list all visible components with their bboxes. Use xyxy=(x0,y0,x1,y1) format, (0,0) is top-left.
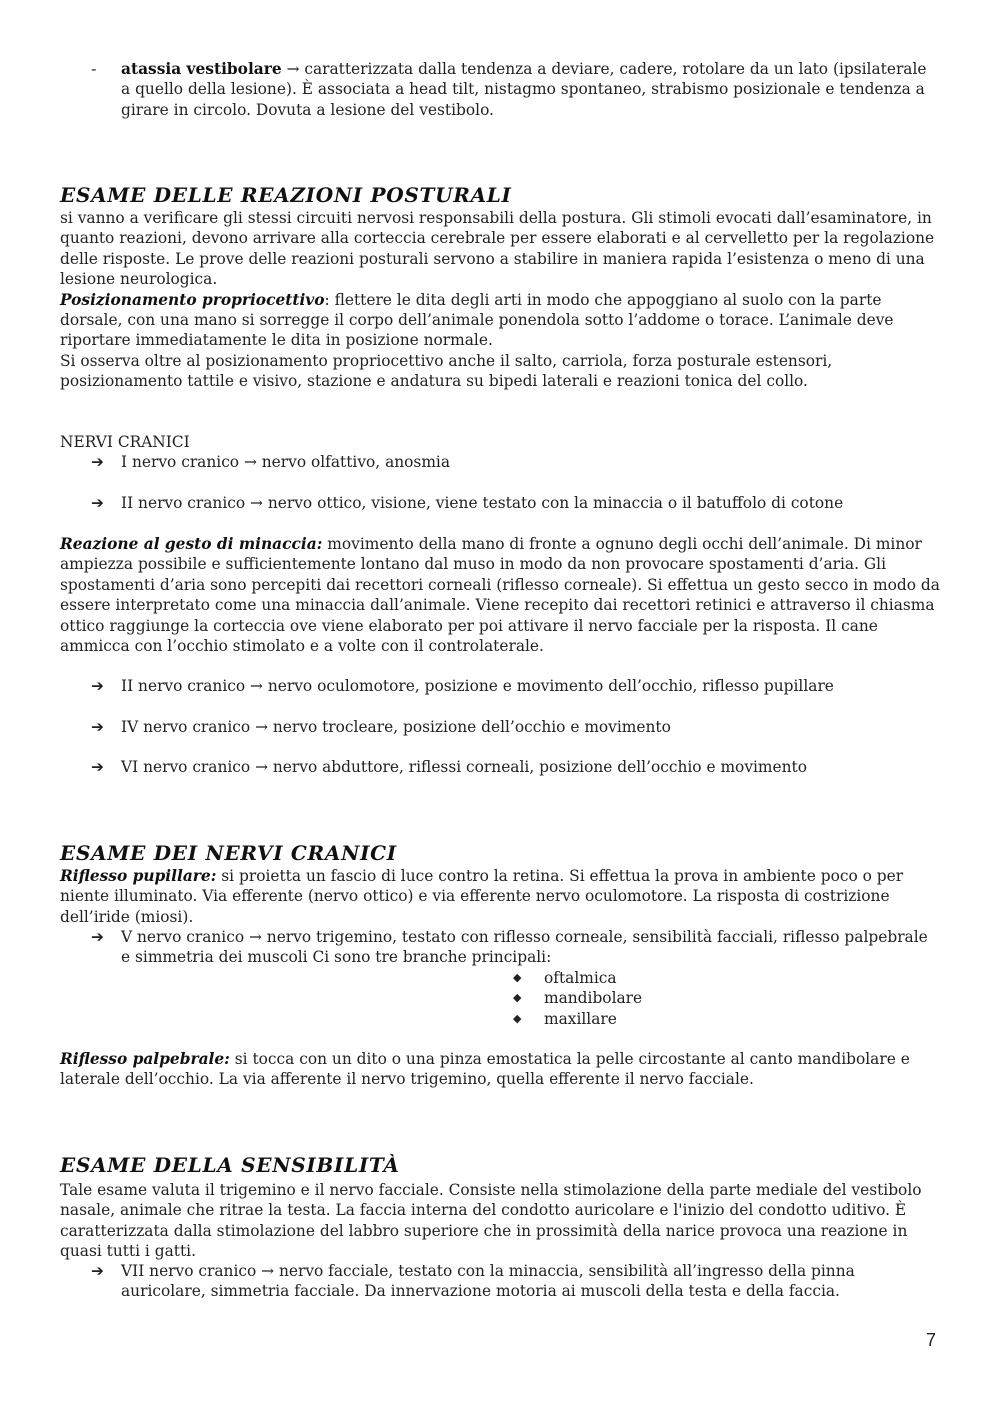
term-riflesso-palpebrale: Riflesso palpebrale: xyxy=(60,1050,230,1068)
heading-nervi-cranici: ESAME DEI NERVI CRANICI xyxy=(60,841,397,865)
paragraph-riflesso-pupillare: Riflesso pupillare: si proietta un fascio di luce contro la retina. Si effettua la prova in ambiente poco o per niente illuminato. Via efferente (nervo ottico) e via efferente nervo oculomotore. La risposta di costrizione dell’iride (miosi). xyxy=(60,867,904,926)
heading-sensibilita: ESAME DELLA SENSIBILITÀ xyxy=(60,1153,400,1177)
term-atassia-vestibolare: atassia vestibolare xyxy=(121,60,282,78)
page-number: 7 xyxy=(926,1330,937,1350)
paragraph-sensibilita: Tale esame valuta il trigemino e il nervo facciale. Consiste nella stimolazione della parte mediale del vestibolo nasale, animale che ritrae la testa. La faccia interna del condotto auricolare e l'inizio del condotto uditivo. È caratterizzata dalla stimolazione del labbro superiore che in prossimità della narice provoca una reazione in quasi tutti i gatti. xyxy=(60,1181,922,1261)
list-item-text: atassia vestibolare → caratterizzata dalla tendenza a deviare, cadere, rotolare da un lato (ipsilaterale a quello della lesione). È associata a head tilt, nistagmo spontaneo, strabismo posizionale e tendenza a girare in circolo. Dovuta a lesione del vestibolo. xyxy=(121,60,927,119)
term-reazione-minaccia: Reazione al gesto di minaccia: xyxy=(60,535,323,553)
arrow-bullet-icon: ➔ xyxy=(91,677,104,695)
diamond-bullet-icon: ◆ xyxy=(513,991,522,1004)
paragraph-riflesso-palpebrale: Riflesso palpebrale: si tocca con un dito o una pinza emostatica la pelle circostante al canto mandibolare e laterale dell’occhio. La via afferente il nervo trigemino, quella efferente il nervo facciale. xyxy=(60,1050,910,1089)
arrow-bullet-icon: ➔ xyxy=(91,718,104,736)
heading-reazioni-posturali: ESAME DELLE REAZIONI POSTURALI xyxy=(60,183,512,207)
term-posizionamento-propriocettivo: Posizionamento propriocettivo xyxy=(60,290,325,309)
diamond-bullet-icon: ◆ xyxy=(513,1012,522,1025)
paragraph-postural-intro: si vanno a verificare gli stessi circuiti nervosi responsabili della postura. Gli stimoli evocati dall’esaminatore, in quanto reazioni, devono arrivare alla corteccia cerebrale per essere elaborati e al cervelletto per la regolazione delle risposte. Le prove delle reazioni posturali servono a stabilire in maniera rapida l’esistenza o meno di una lesione neurologica. Posizionamento propriocettivo: flettere le dita degli arti in modo che appoggiano al suolo con la parte dorsale, con una mano si sorregge il corpo dell’animale ponendola sotto l’addome o torace. L’animale deve riportare immediatamente le dita in posizione normale. Si osserva oltre al posizionamento propriocettivo anche il salto, carriola, forza posturale estensori, posizionamento tattile e visivo, stazione e andatura su bipedi laterali e reazioni tonica del collo. xyxy=(60,209,935,391)
section-label-nervi-cranici: NERVI CRANICI xyxy=(60,433,190,451)
dash-bullet: - xyxy=(91,60,97,78)
diamond-bullet-icon: ◆ xyxy=(513,971,522,984)
term-riflesso-pupillare: Riflesso pupillare: xyxy=(60,867,217,885)
arrow-bullet-icon: ➔ xyxy=(91,494,104,512)
paragraph-reazione-minaccia: Reazione al gesto di minaccia: movimento della mano di fronte a ognuno degli occhi dell’animale. Di minor ampiezza possibile e sufficientemente lontano dal muso in modo da non provocare spostamenti d’aria. Gli spostamenti d’aria sono percepiti dai recettori corneali (riflesso corneale). Si effettua un gesto secco in modo da essere interpretato come una minaccia dall’animale. Viene recepito dai recettori retinici e attraverso il chiasma ottico raggiunge la corteccia ove viene elaborato per poi attivare il nervo facciale per la risposta. Il cane ammicca con l’occhio stimolato e a volte con il controlaterale. xyxy=(60,535,940,656)
arrow-bullet-icon: ➔ xyxy=(91,758,104,776)
arrow-bullet-icon: ➔ xyxy=(91,1262,104,1280)
document-page: - atassia vestibolare → caratterizzata dalla tendenza a deviare, cadere, rotolare da un lato (ipsilaterale a quello della lesione). È associata a head tilt, nistagmo spontaneo, strabismo posizionale e tendenza a girare in circolo. Dovuta a lesione del vestibolo. ESAME DELLE REAZIONI POSTURALI si vanno a verificare gli stessi circuiti nervosi responsabili della postura. Gli stimoli evocati dall’esaminatore, in quanto reazioni, devono arrivare alla corteccia cerebrale per essere elaborati e al cervelletto per la regolazione delle risposte. Le prove delle reazioni posturali servono a stabilire in maniera rapida l’esistenza o meno di una lesione neurologica. Posizionamento propriocettivo: flettere le dita degli arti in modo che appoggiano al suolo con la parte dorsale, con una mano si sorregge il corpo dell’animale ponendola sotto l’addome o torace. L’animale deve riportare immediatamente le dita in posizione normale. Si osserva oltre al posizionamento propriocettivo anche il salto, carriola, forza posturale estensori, posizionamento tattile e visivo, stazione e andatura su bipedi laterali e reazioni tonica del collo. NERVI CRANICI ➔ I nervo cranico → nervo olfattivo, anosmia ➔ II nervo cranico → nervo ottico, visione, viene testato con la minaccia o il batuffolo di cotone Reazione al gesto di minaccia: movimento della mano di fronte a ognuno degli occhi dell’animale. Di minor ampiezza possibile e sufficientemente lontano dal muso in modo da non provocare spostamenti d’aria. Gli spostamenti d’aria sono percepiti dai recettori corneali (riflesso corneale). Si effettua un gesto secco in modo da essere interpretato come una minaccia dall’animale. Viene recepito dai recettori retinici e attraverso il chiasma ottico raggiunge la corteccia ove viene elaborato per poi attivare il nervo facciale per la risposta. Il cane ammicca con l’occhio stimolato e a volte con il controlaterale. ➔ II nervo cranico → nervo oculomotore, posizione e movimento dell’occhio, riflesso pupillare ➔ IV nervo cranico → nervo trocleare, posizione dell’occhio e movimento ➔ VI nervo cranico → nervo abduttore, riflessi corneali, posizione dell’occhio e movimento ESAME DEI NERVI CRANICI Riflesso pupillare: si proietta un fascio di luce contro la retina. Si effettua la prova in ambiente poco o per niente illuminato. Via efferente (nervo ottico) e via efferente nervo oculomotore. La risposta di costrizione dell’iride (miosi). ➔ V nervo cranico → nervo trigemino, testato con riflesso corneale, sensibilità facciali, riflesso palpebrale e simmetria dei muscoli Ci sono tre branche principali: ◆ oftalmica ◆ mandibolare ◆ maxillare Riflesso palpebrale: si tocca con un dito o una pinza emostatica la pelle circostante al canto mandibolare e laterale dell’occhio. La via afferente il nervo trigemino, quella efferente il nervo facciale. ESAME DELLA SENSIBILITÀ Tale esame valuta il trigemino e il nervo facciale. Consiste nella stimolazione della parte mediale del vestibolo nasale, animale che ritrae la testa. La faccia interna del condotto auricolare e l'inizio del condotto uditivo. È caratterizzata dalla stimolazione del labbro superiore che in prossimità della narice provoca una reazione in quasi tutti i gatti. ➔ VII nervo cranico → nervo facciale, testato con la minaccia, sensibilità all’ingresso della pinna auricolare, simmetria facciale. Da innervazione motoria ai muscoli della testa e della faccia. 7 xyxy=(60,60,940,1350)
arrow-bullet-icon: ➔ xyxy=(91,453,104,471)
arrow-bullet-icon: ➔ xyxy=(91,928,104,946)
